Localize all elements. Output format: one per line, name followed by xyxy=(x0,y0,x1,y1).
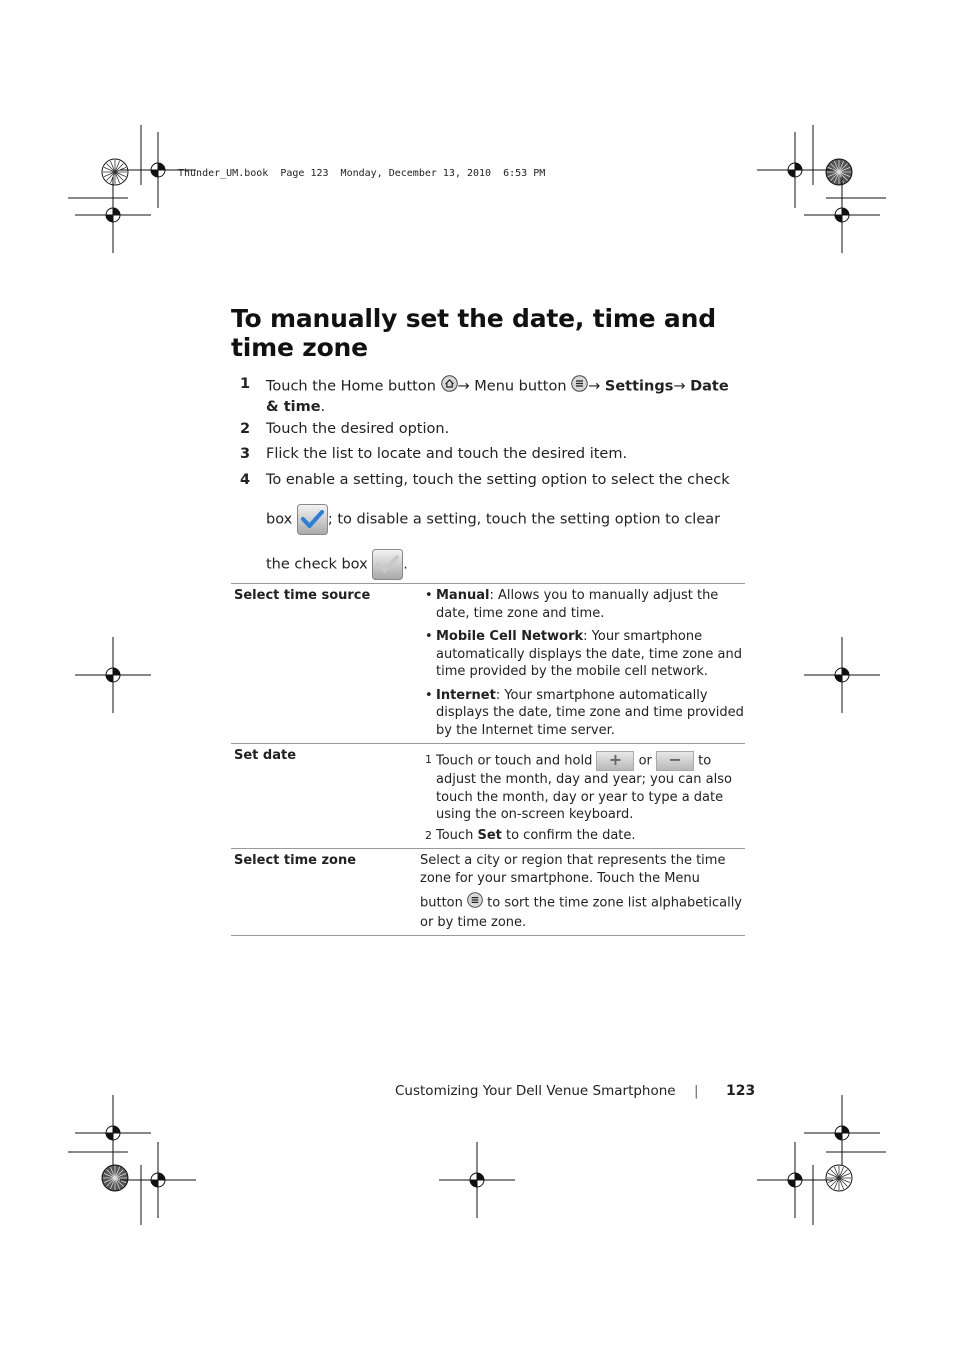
menu-icon xyxy=(467,892,483,914)
step-text: Touch the Home button → Menu button → Settings→ Date & time. xyxy=(266,375,746,417)
settings-table xyxy=(231,583,745,936)
row-label: Select time source xyxy=(231,584,418,744)
row-label: Set date xyxy=(231,744,418,849)
row-label: Select time zone xyxy=(231,849,418,936)
step-number: 1 xyxy=(240,376,251,392)
menu-icon xyxy=(571,375,588,398)
footer-section: Customizing Your Dell Venue Smartphone xyxy=(395,1083,676,1099)
checkbox-checked-icon xyxy=(297,504,328,535)
print-header: Thunder_UM.book Page 123 Monday, December 13, 2010 6:53 PM xyxy=(178,168,546,179)
table-row xyxy=(231,744,745,849)
checkbox-unchecked-icon xyxy=(372,549,403,580)
table-row: Select time zone Select a city or region that represents the time zone for your smartphone. Touch the Menu button to sort the time zone list alphabetically or by time zone. xyxy=(231,849,745,936)
list-item: • Internet: Your smartphone automatically displays the date, time zone and time provided by the Internet time server. xyxy=(418,687,745,740)
table-row xyxy=(231,584,745,744)
plus-button-icon: + xyxy=(596,751,634,771)
minus-button-icon: − xyxy=(656,751,694,771)
list-item: 1 Touch or touch and hold + or − to adjust the month, day and year; you can also touch the month, day or year to type a date using the on-screen keyboard. xyxy=(425,750,732,822)
page-title: To manually set the date, time and time zone xyxy=(231,304,716,362)
page-number: 123 xyxy=(726,1083,756,1099)
footer-separator: | xyxy=(694,1083,699,1099)
list-item: • Manual: Allows you to manually adjust the date, time zone and time. xyxy=(418,587,745,622)
list-item: • Mobile Cell Network: Your smartphone automatically displays the date, time zone and time provided by the mobile cell network. xyxy=(418,628,745,681)
home-icon xyxy=(441,375,458,398)
list-item: 2 Touch Set to confirm the date. xyxy=(425,827,636,843)
